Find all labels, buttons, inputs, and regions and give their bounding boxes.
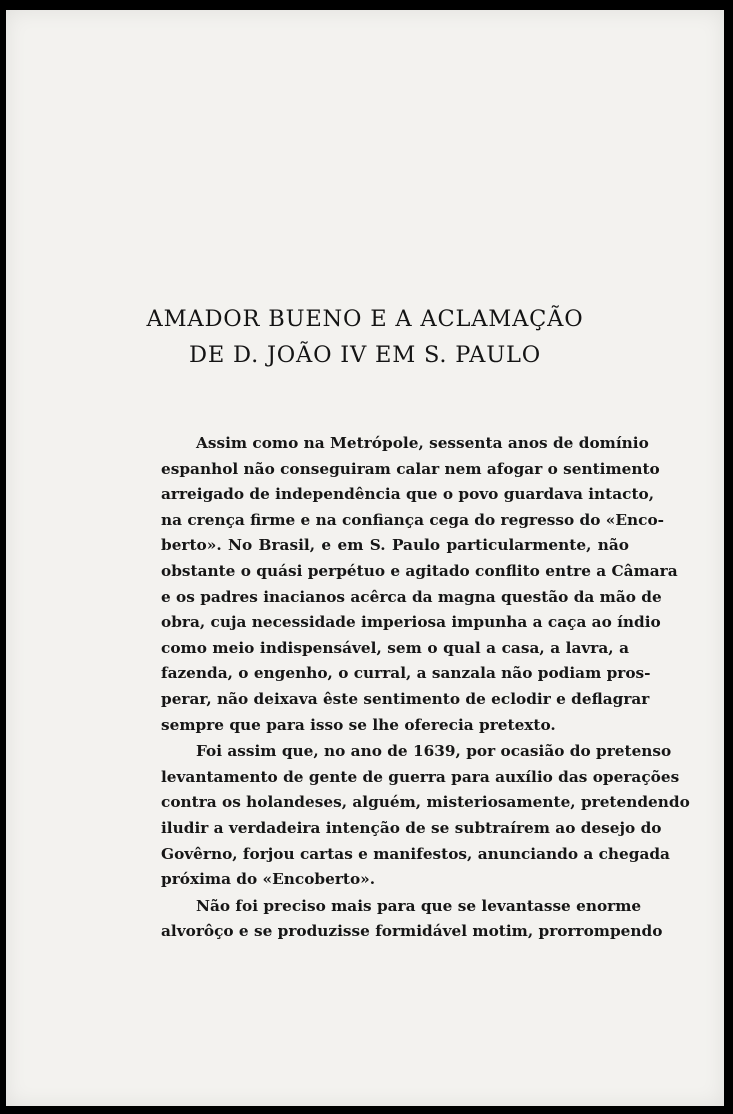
- text-line: alvorôço e se produzisse formidável motim, prorrompendo: [161, 922, 663, 941]
- chapter-title-line-2: DE D. JOÃO IV EM S. PAULO: [189, 342, 541, 368]
- paragraph-3: [161, 894, 663, 945]
- text-line: e os padres inacianos acêrca da magna questão da mão de: [161, 587, 662, 606]
- text-line: obra, cuja necessidade imperiosa impunha a caça ao índio: [161, 613, 661, 632]
- text-line: levantamento de gente de guerra para auxílio das operações: [161, 767, 680, 786]
- text-line: Govêrno, forjou cartas e manifestos, anunciando a chegada: [161, 844, 670, 863]
- text-line: perar, não deixava êste sentimento de eclodir e deflagrar: [161, 689, 650, 708]
- paragraph-1: [161, 431, 678, 738]
- body-text: [161, 431, 690, 945]
- text-line: como meio indispensável, sem o qual a casa, a lavra, a: [161, 638, 629, 657]
- text-line: na crença firme e na confiança cega do regresso do «Enco-: [161, 510, 664, 529]
- text-line: contra os holandeses, alguém, misteriosamente, pretendendo: [161, 793, 690, 812]
- text-line: obstante o quási perpétuo e agitado conflito entre a Câmara: [161, 561, 678, 580]
- text-line: sempre que para isso se lhe oferecia pretexto.: [161, 715, 556, 734]
- chapter-title-line-1: AMADOR BUENO E A ACLAMAÇÃO: [146, 306, 584, 332]
- text-line: Foi assim que, no ano de 1639, por ocasião do pretenso: [196, 742, 672, 761]
- text-line: arreigado de independência que o povo guardava intacto,: [161, 485, 655, 504]
- text-line: iludir a verdadeira intenção de se subtraírem ao desejo do: [161, 818, 662, 837]
- text-line: espanhol não conseguiram calar nem afogar o sentimento: [161, 459, 660, 478]
- text-line: fazenda, o engenho, o curral, a sanzala não podiam pros-: [161, 664, 651, 683]
- text-line: Assim como na Metrópole, sessenta anos de domínio: [196, 434, 649, 452]
- text-line: próxima do «Encoberto».: [161, 870, 376, 889]
- scanned-page: [6, 10, 724, 1106]
- paragraph-2: [161, 739, 690, 893]
- text-line: berto». No Brasil, e em S. Paulo particularmente, não: [161, 536, 629, 555]
- text-line: Não foi preciso mais para que se levantasse enorme: [196, 896, 642, 915]
